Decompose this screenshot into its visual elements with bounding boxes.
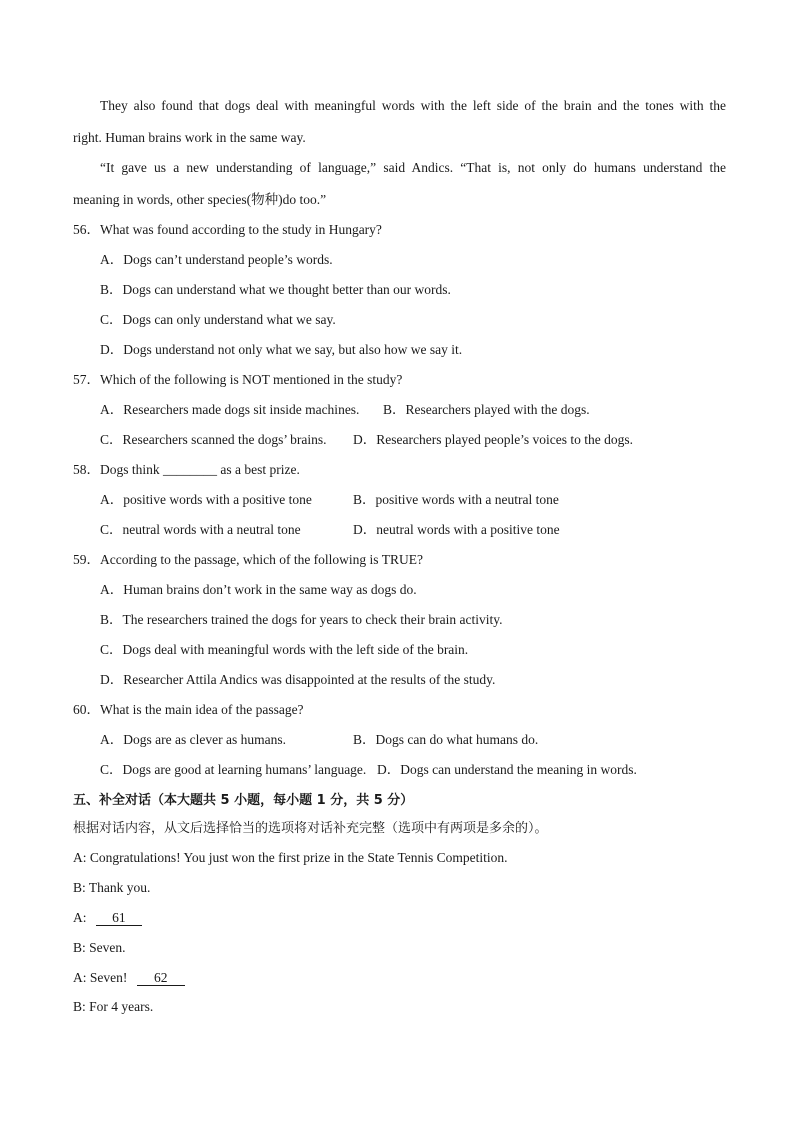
option-57-d[interactable]: D．Researchers played people’s voices to the dogs. <box>353 432 634 447</box>
question-stem-60: 60．What is the main idea of the passage? <box>73 702 304 717</box>
option-56-a[interactable]: A．Dogs can’t understand people’s words. <box>100 252 333 267</box>
stem-58-blank: ________ <box>163 462 218 477</box>
question-stem-58 <box>73 461 300 479</box>
option-57-c[interactable]: C．Researchers scanned the dogs’ brains. <box>100 432 327 447</box>
dialogue-line: B: Seven. <box>73 940 126 955</box>
speaker-a-seven: A: Seven! <box>73 970 128 985</box>
dialogue-line: B: Thank you. <box>73 880 151 895</box>
passage-line: They also found that dogs deal with meaningful words with the left side of the brain and the tones with the <box>100 98 726 113</box>
question-stem-56: 56．What was found according to the study in Hungary? <box>73 222 382 237</box>
section-heading: 五、补全对话（本大题共 5 小题，每小题 1 分，共 5 分） <box>73 793 414 808</box>
stem-58-after: as a best prize. <box>220 462 300 477</box>
speaker-a: A: <box>73 910 87 925</box>
option-60-b[interactable]: B．Dogs can do what humans do. <box>353 732 539 747</box>
passage-line: right. Human brains work in the same way. <box>73 130 306 145</box>
blank-62[interactable]: 62 <box>137 970 185 986</box>
option-59-b[interactable]: B．The researchers trained the dogs for years to check their brain activity. <box>100 612 503 627</box>
option-58-c[interactable]: C．neutral words with a neutral tone <box>100 522 301 537</box>
option-57-a[interactable]: A．Researchers made dogs sit inside machines. <box>100 402 360 417</box>
option-57-b[interactable]: B．Researchers played with the dogs. <box>383 402 590 417</box>
dialogue-line-61 <box>73 909 142 927</box>
option-58-b[interactable]: B．positive words with a neutral tone <box>353 492 559 507</box>
option-59-d[interactable]: D．Researcher Attila Andics was disappointed at the results of the study. <box>100 672 496 687</box>
option-60-d[interactable]: D．Dogs can understand the meaning in words. <box>377 762 637 777</box>
option-60-a[interactable]: A．Dogs are as clever as humans. <box>100 732 286 747</box>
blank-61[interactable]: 61 <box>96 910 142 926</box>
passage-line: meaning in words, other species(物种)do too.” <box>73 192 327 207</box>
section-instruction: 根据对话内容，从文后选择恰当的选项将对话补充完整（选项中有两项是多余的）。 <box>73 821 548 836</box>
stem-58-before: 58．Dogs think <box>73 462 160 477</box>
passage-line: “It gave us a new understanding of language,” said Andics. “That is, not only do humans understand the <box>100 160 726 175</box>
question-stem-59: 59．According to the passage, which of the following is TRUE? <box>73 552 423 567</box>
option-60-c[interactable]: C．Dogs are good at learning humans’ language. <box>100 762 367 777</box>
option-59-a[interactable]: A．Human brains don’t work in the same way as dogs do. <box>100 582 417 597</box>
option-56-c[interactable]: C．Dogs can only understand what we say. <box>100 312 336 327</box>
question-stem-57: 57．Which of the following is NOT mentioned in the study? <box>73 372 403 387</box>
option-58-d[interactable]: D．neutral words with a positive tone <box>353 522 560 537</box>
dialogue-line: B: For 4 years. <box>73 999 154 1014</box>
option-59-c[interactable]: C．Dogs deal with meaningful words with the left side of the brain. <box>100 642 469 657</box>
option-56-d[interactable]: D．Dogs understand not only what we say, but also how we say it. <box>100 342 463 357</box>
option-56-b[interactable]: B．Dogs can understand what we thought better than our words. <box>100 282 451 297</box>
dialogue-line-62 <box>73 969 185 987</box>
option-58-a[interactable]: A．positive words with a positive tone <box>100 492 312 507</box>
dialogue-line: A: Congratulations! You just won the first prize in the State Tennis Competition. <box>73 850 508 865</box>
